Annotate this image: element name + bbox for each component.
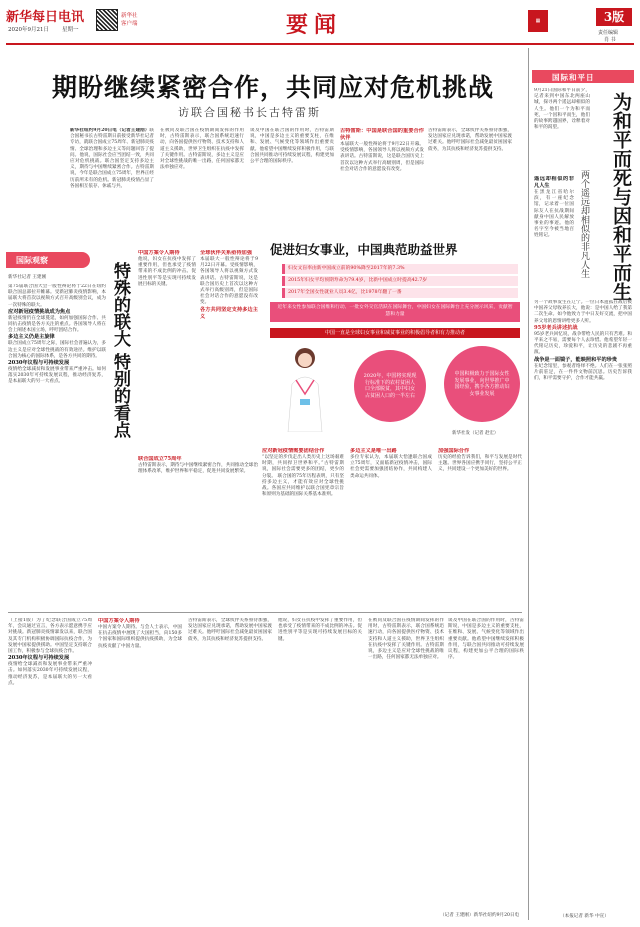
right-column-divider [528, 48, 529, 920]
bottom-col3 [188, 618, 272, 914]
right-body-1: 在黑龙江省哈尔滨，有一座纪念馆，记录着一位国际友人在抗战期间献身中国人民解放事业的事迹。他的名字至今被当地百姓铭记。 [534, 190, 574, 239]
left-body-4: 疫情给全球减贫和发展事业带来严重冲击。如何落实2030年可持续发展议程，推动经济复苏，是本届联大的另一大看点。 [8, 367, 106, 385]
bottom-subhead-2: 中国方案令人期待 [98, 618, 140, 624]
bottom-col2 [98, 618, 182, 914]
mid-lower-body-4: 历史的经验告诉我们，和平与发展是时代主题。世界各国应携手同行，坚持公平正义，共同建设一个更加美好的世界。 [438, 455, 522, 473]
bottom-body-3: 古特雷斯表示，全球伙伴关系亟待加强，发达国家应兑现承诺，帮助发展中国家渡过难关。他呼吁国际社会减免最贫困国家债务，为其抗疫和经济复苏提供支持。 [188, 618, 272, 642]
right-intro-text: 9月21日国际和平日前夕，记者来到中国东北两座山城，探寻两个遥远却相似的人生。他们一个为和平而死，一个因和平而生，他们的故事跨越国界，诠释着对和平的渴望。 [534, 88, 590, 131]
app-qr-icon[interactable] [528, 10, 548, 32]
editor-label: 责任编辑 [598, 30, 619, 36]
left-body-2: 新冠疫情仍在全球蔓延，如何加强国际合作、共同抗击疫情是各方关注的重点。各国领导人将在会上阐述本国立场，呼吁团结合作。 [8, 315, 106, 334]
lead-body-1: 联合国秘书长古特雷斯日前接受新华社记者专访，就联合国成立75周年、新冠肺炎疫情、全球治理和多边主义等问题回答了提问。他说，国际社会应当团结一致，共同应对危机挑战。联合国坚定支持多边主义，期待与中国继续紧密合作。古特雷斯说，今年是联合国成立75周年，世界正经历前所未有的危机。新冠肺炎疫情凸显了各国相互依存、休戚与共。 [70, 128, 154, 189]
infographic-fact-3: 2017年全国女性就业人员3.4亿，比1978年翻了一番 [282, 288, 518, 298]
right-article-lower [534, 300, 632, 910]
headline-deck: 访联合国秘书长古特雷斯 [178, 106, 321, 119]
mid-lower-col2 [350, 448, 432, 608]
masthead [0, 0, 640, 44]
lead-article-col3 [250, 128, 334, 236]
left-subhead-3: 2030年议程与可持续发展 [8, 360, 70, 367]
infographic-banner: 近年来女性参加联合国维和行动、一批女外交官活跃在国际舞台，中国妇女在国际舞台上充分展示风采，贡献智慧和力量 [270, 302, 520, 322]
infographic [262, 238, 526, 440]
mid-lower-col4 [138, 456, 258, 606]
mid-body-c: 他说，妇女在抗疫中发挥了重要作用，但也承受了疫情带来的不成比例的冲击。促进性别平等是实现可持续发展目标的关键。 [138, 257, 196, 287]
lead-article-col4 [340, 128, 424, 236]
mid-subhead-8: 加强国际合作 [438, 448, 470, 454]
mid-lower-body-1: “以坚定的步伐走出人类历史上这场艰难时期，共同捍卫世界和平。”古特雷斯说，国际社会需要更多的团结，更少的分裂。 [262, 455, 344, 479]
lead-article-col5 [428, 128, 512, 236]
intl-observe-tag-label: 国际观察 [16, 255, 48, 265]
left-body-1: 第75届联合国大会一般性辩论将于22日在纽约联合国总部拉开帷幕。受新冠肺炎疫情影响，本届联大将首次以视频方式召开高级别会议，成为一次特殊的联大。 [8, 284, 106, 308]
lead-article-col2 [160, 128, 244, 236]
right-feature-subtitle: 两个遥远却相似的非凡人生 [579, 170, 589, 278]
right-article [534, 176, 574, 296]
lead-body-2: 在被问及联合国在疫情期间发挥的作用时，古特雷斯表示，联合国系统迅速行动，向各国提供医疗物资、技术支持和人道主义援助，世界卫生组织在抗疫中发挥了关键作用。古特雷斯说，多边主义是应对全球性挑战的唯一出路，任何国家都无法单独应对。 [160, 128, 244, 171]
editor-name: 肖 书 [604, 37, 616, 43]
lead-body-5: 古特雷斯表示，全球伙伴关系亟待加强，发达国家应兑现承诺，帮助发展中国家渡过难关。他呼吁国际社会减免最贫困国家债务，为其抗疫和经济复苏提供支持。 [428, 128, 512, 152]
issue-date: 2020年9月21日 [8, 27, 49, 33]
bottom-body-1b: 疫情给全球减贫和发展事业带来严重冲击。如何落实2030年可持续发展议程，推动经济复苏，是本届联大的另一大看点。 [8, 662, 92, 686]
mid-subhead-4: 联合国成立75周年 [138, 456, 182, 462]
lead-body-3: 谈及中国在联合国的作用时，古特雷斯说，中国是多边主义的重要支柱，在维和、发展、气候变化等领域作出重要贡献。他希望中国继续发挥积极作用，与联合国共同推动可持续发展议程，构建更加公平合理的国际秩序。 [250, 128, 334, 165]
lead-subhead-1: 古特雷斯：中国是联合国的重要合作伙伴 [340, 128, 424, 141]
mid-lower-col3 [438, 448, 522, 608]
left-subhead-1: 应对新冠疫情挑战成为焦点 [8, 308, 71, 315]
lead-article-col1 [70, 128, 154, 236]
infographic-fact-2: 2015年妇女平均预期寿命为79.4岁，比新中国成立时提高42.7岁 [282, 276, 518, 286]
bottom-body-6: 谈及中国在联合国的作用时，古特雷斯说，中国是多边主义的重要支柱，在维和、发展、气候变化等领域作出重要贡献。他希望中国继续发挥积极作用，与联合国共同推动可持续发展议程，构建更加公平合理的国际秩序。 [448, 618, 524, 661]
bottom-col1 [8, 618, 92, 914]
infographic-credit: 新华社发（记者 赵宏） [452, 431, 499, 436]
right-intro [534, 88, 590, 172]
qr-glyph: ▦ [535, 18, 541, 24]
qr-code-icon[interactable] [96, 9, 118, 31]
infographic-circle-left [354, 350, 426, 422]
right-subhead-2: 95岁老兵讲述抗战 [534, 324, 578, 331]
peace-day-tag-label: 国际和平日 [552, 73, 595, 82]
mid-lower-body-2: 联合国的75年历程表明，只有坚持多边主义，才能有效应对全球性挑战。各国应共同维护以联合国宪章宗旨和原则为基础的国际关系基本准则。 [262, 473, 344, 498]
page-number: 3版 [596, 8, 632, 26]
bottom-body-1: （上接1版）为了纪念联合国成立75周年，会议通过宣言，各方表示愿意携手应对挑战。新冠肺炎疫情暴发以来，联合国及其专门机构积极协调国际抗疫合作，为发展中国家提供援助。中国坚定支持联合国工作，积极参与全球抗疫合作。 [8, 618, 92, 655]
left-article [8, 284, 106, 606]
right-body-4: 在纪念馆里，参观者络绎不绝。人们在一张张照片前驻足，在一件件文物前沉思。历史告诉我们，和平需要守护，合作才能共赢。 [534, 363, 632, 382]
bottom-body-5: 在被问及联合国在疫情期间发挥的作用时，古特雷斯表示，联合国系统迅速行动，向各国提供医疗物资、技术支持和人道主义援助，世界卫生组织在抗疫中发挥了关键作用。古特雷斯说，多边主义是应对全球性挑战的唯一出路，任何国家都无法单独应对。 [368, 618, 444, 661]
section-title: 要闻 [286, 12, 343, 38]
mid-subhead-6: 应对新冠疫情需要团结合作 [262, 448, 325, 454]
mid-body-a2: 本届联大一般性辩论将于9月22日开幕。受疫情影响，各国领导人将以视频方式发表讲话。古特雷斯说，这是联合国历史上首次以这种方式举行高级别周，但是国际社会对话合作的意愿没有改变。 [200, 257, 258, 306]
right-body-2: 另一个故事发生在辽宁。一位日本遗孤在战后被中国养父母收养长大，他说：是中国人给了我第二次生命。如今他致力于中日友好交流，把中国养父母的恩情讲给更多人听。 [534, 300, 632, 324]
woman-figure-icon [274, 344, 336, 432]
right-subhead-3: 战争是一面镜子，能映照和平的珍贵 [534, 356, 618, 363]
infographic-title: 促进妇女事业，中国典范助益世界 [270, 242, 458, 257]
bottom-divider [8, 612, 522, 613]
peace-day-tag [532, 70, 634, 83]
paper-name: 新华每日电讯 [6, 10, 85, 25]
masthead-rule [6, 43, 634, 45]
mid-subhead-5: 各方共同坚定支持多边主义 [200, 306, 258, 320]
mid-subhead-3: 全球伙伴关系亟待加强 [200, 250, 252, 256]
right-body-3: 95岁老兵回忆说，战争带给人民的只有苦难。和平来之不易，需要每个人去珍惜。他希望年轻一代铭记历史，珍爱和平，让历史的悲剧不再重演。 [534, 331, 632, 356]
bottom-col4 [278, 618, 362, 914]
left-feature-title[interactable]: 特殊的联大 特别的看点 [110, 262, 130, 438]
left-body-3: 联合国成立75周年之际，国际社会普遍认为，多边主义是应对全球性挑战的有效途径。维护以联合国为核心的国际体系，是各方共同的期待。 [8, 341, 106, 359]
mid-subhead-2: 中国方案令人期待 [138, 250, 180, 256]
mid-lower-col1 [262, 448, 344, 608]
right-subhead-1: 遥远却相似的非凡人生 [534, 176, 574, 189]
mid-article-col1 [138, 250, 196, 450]
issue-weekday: 星期一 [62, 27, 79, 33]
right-feature-title[interactable]: 为和平而死与因和平而生 [610, 92, 632, 301]
infographic-fact-1: 妇女文盲率由新中国成立前的90%降至2017年的7.3% [282, 264, 518, 274]
bottom-body-4: 他说，妇女在抗疫中发挥了重要作用，但也承受了疫情带来的不成比例的冲击。促进性别平等是实现可持续发展目标的关键。 [278, 618, 362, 642]
mid-article-col2 [200, 250, 258, 450]
client-label: 新华社 客户端 [121, 13, 138, 27]
mid-lower-body-5: 古特雷斯表示，期待与中国继续紧密合作，共同推动全球治理体系改革，维护世界和平稳定，促进共同发展繁荣。 [138, 463, 258, 475]
bottom-body-2: 中国方案令人期待。与会人士表示，中国在抗击疫情中展现了大国担当，向150多个国家和国际组织提供抗疫援助，为全球抗疫贡献了中国力量。 [98, 625, 182, 649]
lead-byline: 新华社纽约9月20日电（记者王建刚） [70, 128, 150, 133]
intl-observe-tag [6, 252, 90, 268]
right-credit: （本报记者 新华 中宣） [560, 914, 609, 919]
bottom-subhead-9: 2030年议程与可持续发展 [8, 655, 70, 662]
main-headline[interactable]: 期盼继续紧密合作，共同应对危机挑战 [52, 73, 495, 102]
infographic-circle-right [444, 346, 520, 422]
left-subhead-2: 多边主义仍是主旋律 [8, 334, 55, 341]
circle-left-text: 2020年，中国将实现现行标准下的农村贫困人口全部脱贫，其中妇女占贫困人口的一半左右 [363, 373, 417, 399]
infographic-bar-title: 中国一直是全球妇女事业和减贫事业的积极倡导者和有力推动者 [270, 328, 520, 338]
bottom-col5 [368, 618, 444, 914]
lead-body-4: 本届联大一般性辩论将于9月22日开幕。受疫情影响，各国领导人将以视频方式发表讲话。古特雷斯说，这是联合国历史上首次以这种方式举行高级别周，但是国际社会对话合作的意愿没有改变。 [340, 142, 424, 172]
mid-lower-body-3: 多位专家认为，本届联大恰逢联合国成立75周年，又面临新冠疫情冲击，国际社会更需要加强团结协作，共同构建人类命运共同体。 [350, 455, 432, 479]
left-byline: 新华社记者 王建刚 [8, 275, 47, 280]
circle-right-text: 中国积极致力于国际女性发展事业，向世界推广中国经验，携手各方推动妇女事业发展 [454, 371, 510, 397]
bottom-signoff: （记者 王建刚）新华社纽约9月20日电 [440, 913, 520, 918]
bottom-col6 [448, 618, 524, 908]
mid-subhead-7: 多边主义是唯一出路 [350, 448, 397, 454]
